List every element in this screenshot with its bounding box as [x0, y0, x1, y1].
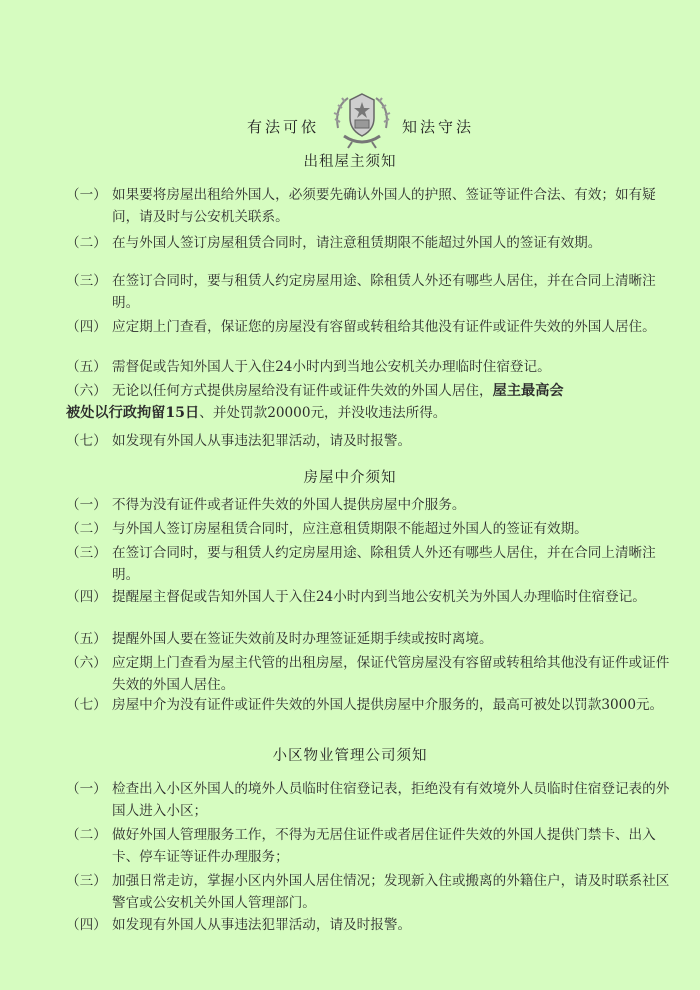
list-item — [66, 356, 676, 378]
item-text: 应定期上门查看，保证您的房屋没有容留或转租给其他没有证件或证件失效的外国人居住。 — [112, 319, 656, 335]
list-item — [66, 778, 676, 822]
item-number: （三） — [66, 873, 107, 889]
item-number: （六） — [66, 383, 107, 399]
item-number: （三） — [66, 273, 107, 289]
item-text: 在与外国人签订房屋租赁合同时，请注意租赁期限不能超过外国人的签证有效期。 — [112, 235, 602, 251]
item-text: 做好外国人管理服务工作，不得为无居住证件或者居住证件失效的外国人提供门禁卡、出入卡、停车证等证件办理服务； — [112, 827, 656, 865]
item-text: 、并处罚款20000元，并没收违法所得。 — [199, 405, 447, 421]
item-text: 提醒外国人要在签证失效前及时办理签证延期手续或按时离境。 — [112, 631, 493, 647]
item-number: （六） — [66, 655, 107, 671]
item-text: 应定期上门查看为屋主代管的出租房屋，保证代管房屋没有容留或转租给其他没有证件或证件失效的外国人居住。 — [112, 655, 670, 693]
item-highlight-text: 被处以行政拘留15日 — [66, 405, 200, 421]
list-item — [66, 694, 676, 716]
item-text: 如发现有外国人从事违法犯罪活动，请及时报警。 — [112, 917, 412, 933]
item-text: 房屋中介为没有证件或证件失效的外国人提供房屋中介服务的，最高可被处以罚款3000元。 — [112, 697, 664, 713]
item-number: （二） — [66, 827, 107, 843]
header-right-slogan: 知法守法 — [402, 118, 475, 136]
item-number: （七） — [66, 697, 107, 713]
item-number: （四） — [66, 319, 107, 335]
item-text: 无论以任何方式提供房屋给没有证件或证件失效的外国人居住， — [112, 383, 493, 399]
item-text: 检查出入小区外国人的境外人员临时住宿登记表，拒绝没有有效境外人员临时住宿登记表的外国人进入小区； — [112, 781, 670, 819]
list-item — [66, 652, 676, 696]
item-highlight-text: 屋主最高会 — [492, 383, 564, 399]
item-text: 如发现有外国人从事违法犯罪活动，请及时报警。 — [112, 433, 412, 449]
list-item — [66, 232, 676, 254]
item-number: （一） — [66, 781, 107, 797]
item-number: （四） — [66, 589, 107, 605]
list-item — [66, 270, 676, 314]
list-item — [66, 430, 676, 452]
item-text: 需督促或告知外国人于入住24小时内到当地公安机关办理临时住宿登记。 — [112, 359, 551, 375]
item-number: （一） — [66, 187, 107, 203]
item-text: 在签订合同时，要与租赁人约定房屋用途、除租赁人外还有哪些人居住，并在合同上清晰注明。 — [112, 545, 656, 583]
item-text: 如果要将房屋出租给外国人，必须要先确认外国人的护照、签证等证件合法、有效；如有疑问，请及时与公安机关联系。 — [112, 187, 656, 225]
section-title-agency: 房屋中介须知 — [303, 470, 397, 486]
list-item — [66, 586, 676, 608]
list-item — [66, 380, 676, 424]
header-left-slogan: 有法可依 — [247, 118, 320, 136]
list-item — [66, 628, 676, 650]
item-number: （一） — [66, 497, 107, 513]
list-item — [66, 914, 676, 936]
item-number: （二） — [66, 235, 107, 251]
list-item — [66, 316, 676, 338]
list-item — [66, 824, 676, 868]
item-number: （二） — [66, 521, 107, 537]
section-title-property-management: 小区物业管理公司须知 — [272, 748, 428, 764]
list-item — [66, 518, 676, 540]
item-text: 在签订合同时，要与租赁人约定房屋用途、除租赁人外还有哪些人居住，并在合同上清晰注明。 — [112, 273, 656, 311]
item-text: 不得为没有证件或者证件失效的外国人提供房屋中介服务。 — [112, 497, 466, 513]
item-number: （四） — [66, 917, 107, 933]
item-text: 加强日常走访，掌握小区内外国人居住情况；发现新入住或搬离的外籍住户，请及时联系社区警官或公安机关外国人管理部门。 — [112, 873, 670, 911]
item-text: 与外国人签订房屋租赁合同时，应注意租赁期限不能超过外国人的签证有效期。 — [112, 521, 588, 537]
list-item — [66, 542, 676, 586]
document-header — [0, 88, 700, 158]
list-item — [66, 870, 676, 914]
list-item — [66, 184, 676, 228]
list-item — [66, 494, 676, 516]
item-number: （三） — [66, 545, 107, 561]
item-number: （五） — [66, 631, 107, 647]
item-text: 提醒屋主督促或告知外国人于入住24小时内到当地公安机关为外国人办理临时住宿登记。 — [112, 589, 646, 605]
section-title-landlord: 出租屋主须知 — [303, 154, 397, 170]
police-emblem-icon — [330, 88, 394, 152]
item-number: （七） — [66, 433, 107, 449]
item-number: （五） — [66, 359, 107, 375]
